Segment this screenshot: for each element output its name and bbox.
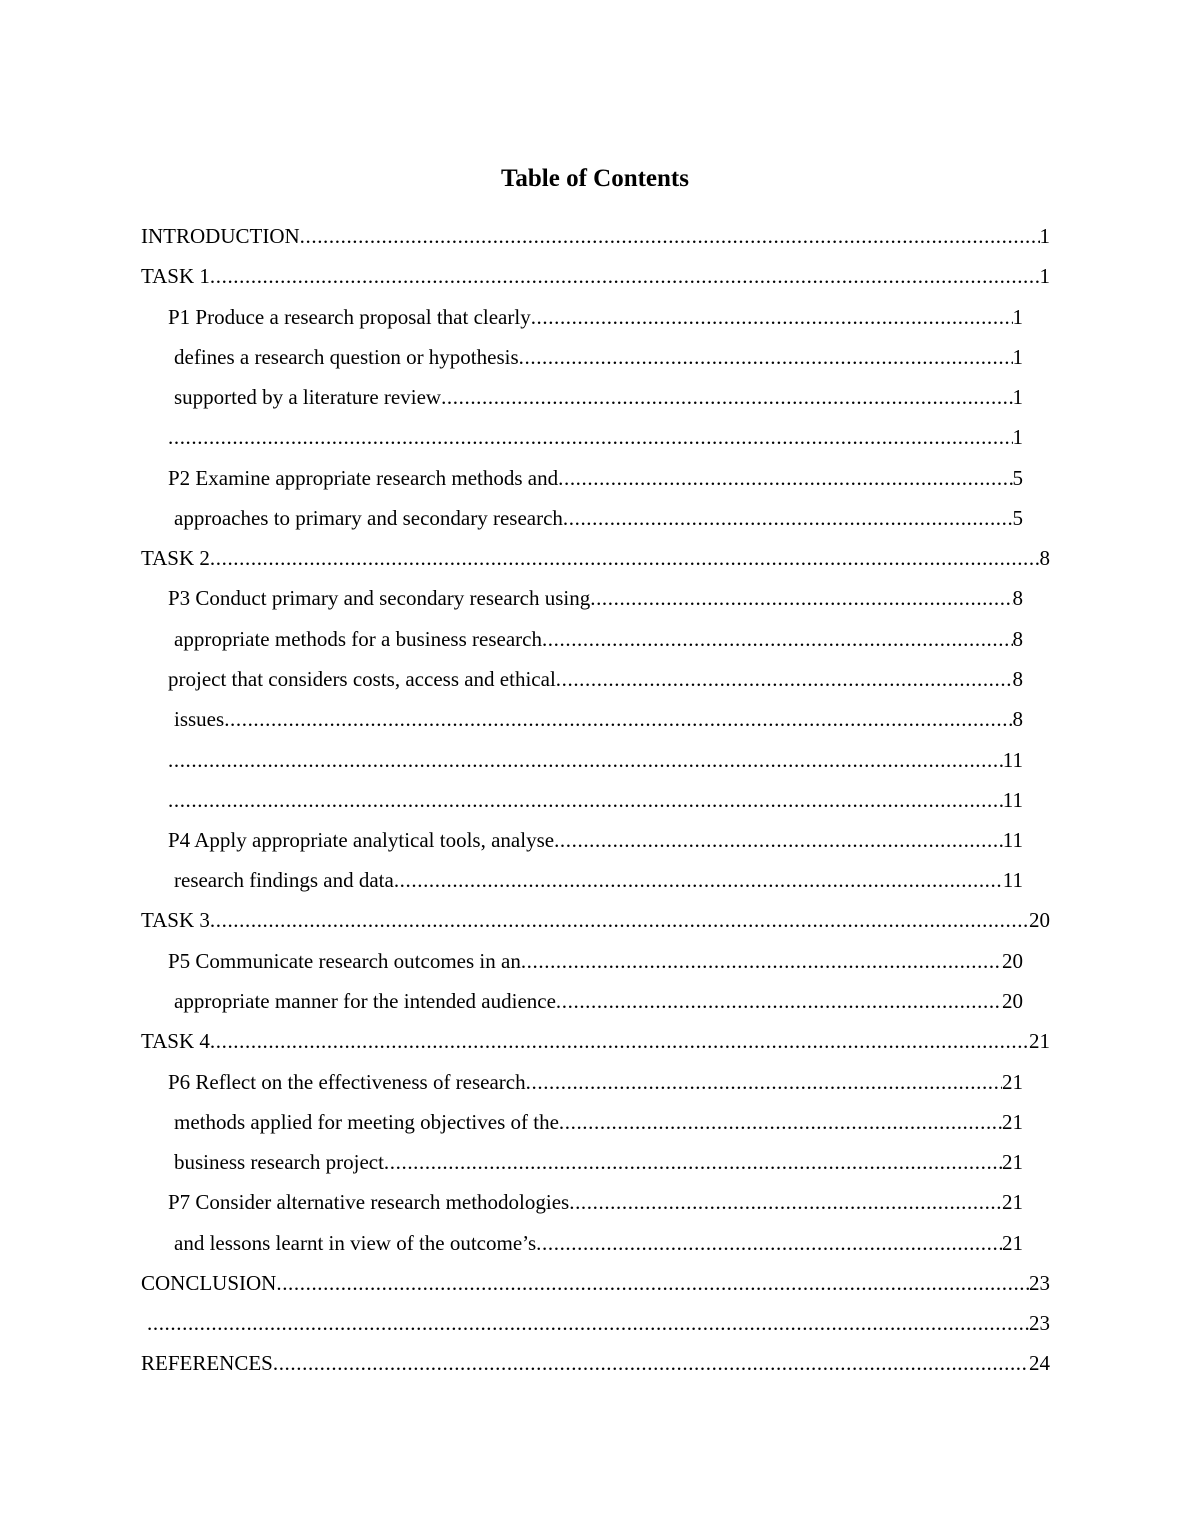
toc-entry-leader xyxy=(558,464,1012,492)
toc-entry-page: 21 xyxy=(1002,1070,1023,1094)
toc-entry-p1-line-3[interactable] xyxy=(174,383,1023,411)
toc-entry-leader xyxy=(556,665,1013,693)
toc-entry-conclusion[interactable] xyxy=(141,1269,1050,1297)
toc-entry-p3-line-4[interactable] xyxy=(174,705,1023,733)
toc-entry-page: 1 xyxy=(1039,224,1050,248)
toc-entry-text: business research project xyxy=(174,1150,384,1174)
toc-entry-text: P4 Apply appropriate analytical tools, analyse xyxy=(168,828,555,852)
toc-entry-text: P3 Conduct primary and secondary research using xyxy=(168,586,591,610)
toc-entry-task-3[interactable] xyxy=(141,906,1050,934)
toc-entry-task-1[interactable] xyxy=(141,262,1050,290)
toc-entry-page: 23 xyxy=(1029,1271,1050,1295)
toc-entry-text: research findings and data xyxy=(174,868,394,892)
toc-entry-page: 1 xyxy=(1012,385,1023,409)
toc-entry-text: defines a research question or hypothesis xyxy=(174,345,519,369)
toc-entry-page: 21 xyxy=(1002,1110,1023,1134)
toc-entry-introduction[interactable] xyxy=(141,222,1050,250)
toc-entry-task-2[interactable] xyxy=(141,544,1050,572)
toc-entry-text: TASK 2 xyxy=(141,546,210,570)
toc-entry-text: TASK 4 xyxy=(141,1029,210,1053)
toc-entry-page: 23 xyxy=(1029,1311,1050,1335)
toc-entry-page: 20 xyxy=(1029,908,1050,932)
toc-entry-page: 8 xyxy=(1039,546,1050,570)
toc-entry-p1[interactable] xyxy=(168,303,1023,331)
toc-entry-page: 21 xyxy=(1002,1190,1023,1214)
toc-entry-leader xyxy=(384,1148,1002,1176)
toc-entry-leader xyxy=(168,423,1013,451)
toc-entry-leader xyxy=(554,826,1003,854)
toc-entry-leader xyxy=(441,383,1012,411)
toc-entry-blank-4[interactable] xyxy=(147,1309,1050,1337)
toc-entry-p3[interactable] xyxy=(168,584,1023,612)
toc-entry-leader xyxy=(168,786,1003,814)
toc-entry-page: 24 xyxy=(1029,1351,1050,1375)
toc-entry-p4[interactable] xyxy=(168,826,1023,854)
toc-entry-text: issues xyxy=(174,707,225,731)
toc-entry-p6[interactable] xyxy=(168,1068,1023,1096)
toc-entry-text: P7 Consider alternative research methodologies xyxy=(168,1190,570,1214)
toc-entry-page: 11 xyxy=(1002,828,1023,852)
toc-entry-leader xyxy=(168,746,1003,774)
toc-entry-page: 5 xyxy=(1012,466,1023,490)
toc-entry-text: P6 Reflect on the effectiveness of research xyxy=(168,1070,526,1094)
toc-entry-page: 21 xyxy=(1002,1150,1023,1174)
toc-entry-leader xyxy=(210,544,1040,572)
toc-entry-p6-line-2[interactable] xyxy=(174,1108,1023,1136)
toc-entry-page: 1 xyxy=(1012,305,1023,329)
toc-entry-text: P2 Examine appropriate research methods and xyxy=(168,466,559,490)
toc-entry-leader xyxy=(224,705,1012,733)
toc-entry-p7-line-2[interactable] xyxy=(174,1229,1023,1257)
toc-entry-text: TASK 1 xyxy=(141,264,210,288)
toc-entry-page: 1 xyxy=(1039,264,1050,288)
page-title: Table of Contents xyxy=(501,165,689,192)
toc-entry-text: and lessons learnt in view of the outcome’s xyxy=(174,1231,537,1255)
toc-entry-leader xyxy=(569,1188,1002,1216)
toc-entry-leader xyxy=(394,866,1003,894)
toc-entry-blank-3[interactable] xyxy=(168,786,1023,814)
toc-entry-text: appropriate manner for the intended audience xyxy=(174,989,556,1013)
toc-entry-text: P1 Produce a research proposal that clearly xyxy=(168,305,531,329)
toc-entry-page: 8 xyxy=(1012,627,1023,651)
toc-entry-leader xyxy=(210,1027,1029,1055)
toc-entry-leader xyxy=(536,1229,1002,1257)
toc-entry-text: P5 Communicate research outcomes in an xyxy=(168,949,521,973)
toc-entry-page: 8 xyxy=(1012,667,1023,691)
toc-entry-leader xyxy=(519,343,1013,371)
toc-entry-page: 1 xyxy=(1012,425,1023,449)
toc-entry-text: INTRODUCTION xyxy=(141,224,300,248)
toc-entry-leader xyxy=(210,906,1029,934)
toc-entry-leader xyxy=(300,222,1040,250)
toc-entry-page: 21 xyxy=(1029,1029,1050,1053)
toc-entry-page: 20 xyxy=(1002,989,1023,1013)
toc-entry-text: TASK 3 xyxy=(141,908,210,932)
toc-entry-leader xyxy=(542,625,1013,653)
toc-entry-leader xyxy=(521,947,1002,975)
toc-entry-page: 1 xyxy=(1012,345,1023,369)
toc-entry-blank-2[interactable] xyxy=(168,746,1023,774)
toc-entry-page: 5 xyxy=(1012,506,1023,530)
toc-entry-page: 11 xyxy=(1002,868,1023,892)
toc-entry-p3-line-2[interactable] xyxy=(174,625,1023,653)
toc-entry-blank-1[interactable] xyxy=(168,423,1023,451)
toc-entry-page: 8 xyxy=(1012,707,1023,731)
toc-entry-leader xyxy=(276,1269,1029,1297)
toc-entry-page: 8 xyxy=(1012,586,1023,610)
toc-entry-p2[interactable] xyxy=(168,464,1023,492)
toc-entry-page: 21 xyxy=(1002,1231,1023,1255)
toc-entry-leader xyxy=(147,1309,1029,1337)
toc-entry-page: 11 xyxy=(1002,748,1023,772)
toc-entry-p5[interactable] xyxy=(168,947,1023,975)
toc-entry-leader xyxy=(590,584,1012,612)
toc-entry-p3-line-3[interactable] xyxy=(168,665,1023,693)
toc-entry-leader xyxy=(273,1349,1029,1377)
toc-entry-p1-line-2[interactable] xyxy=(174,343,1023,371)
toc-entry-p2-line-2[interactable] xyxy=(174,504,1023,532)
toc-entry-leader xyxy=(556,987,1002,1015)
toc-entry-leader xyxy=(526,1068,1002,1096)
toc-entry-text: supported by a literature review xyxy=(174,385,442,409)
toc-entry-leader xyxy=(563,504,1013,532)
toc-entry-references[interactable] xyxy=(141,1349,1050,1377)
toc-entry-leader xyxy=(210,262,1040,290)
toc-entry-page: 11 xyxy=(1002,788,1023,812)
toc-entry-text: REFERENCES xyxy=(141,1351,273,1375)
toc-entry-page: 20 xyxy=(1002,949,1023,973)
toc-entry-text: project that considers costs, access and ethical xyxy=(168,667,556,691)
toc-entry-text: methods applied for meeting objectives of the xyxy=(174,1110,559,1134)
toc-entry-task-4[interactable] xyxy=(141,1027,1050,1055)
toc-entry-text: appropriate methods for a business research xyxy=(174,627,542,651)
toc-entry-leader xyxy=(559,1108,1002,1136)
toc-entry-p4-line-2[interactable] xyxy=(174,866,1023,894)
toc-entry-text: CONCLUSION xyxy=(141,1271,277,1295)
toc-entry-text: approaches to primary and secondary research xyxy=(174,506,563,530)
toc-entry-p5-line-2[interactable] xyxy=(174,987,1023,1015)
toc-entry-leader xyxy=(531,303,1013,331)
toc-entry-p6-line-3[interactable] xyxy=(174,1148,1023,1176)
toc-entry-p7[interactable] xyxy=(168,1188,1023,1216)
